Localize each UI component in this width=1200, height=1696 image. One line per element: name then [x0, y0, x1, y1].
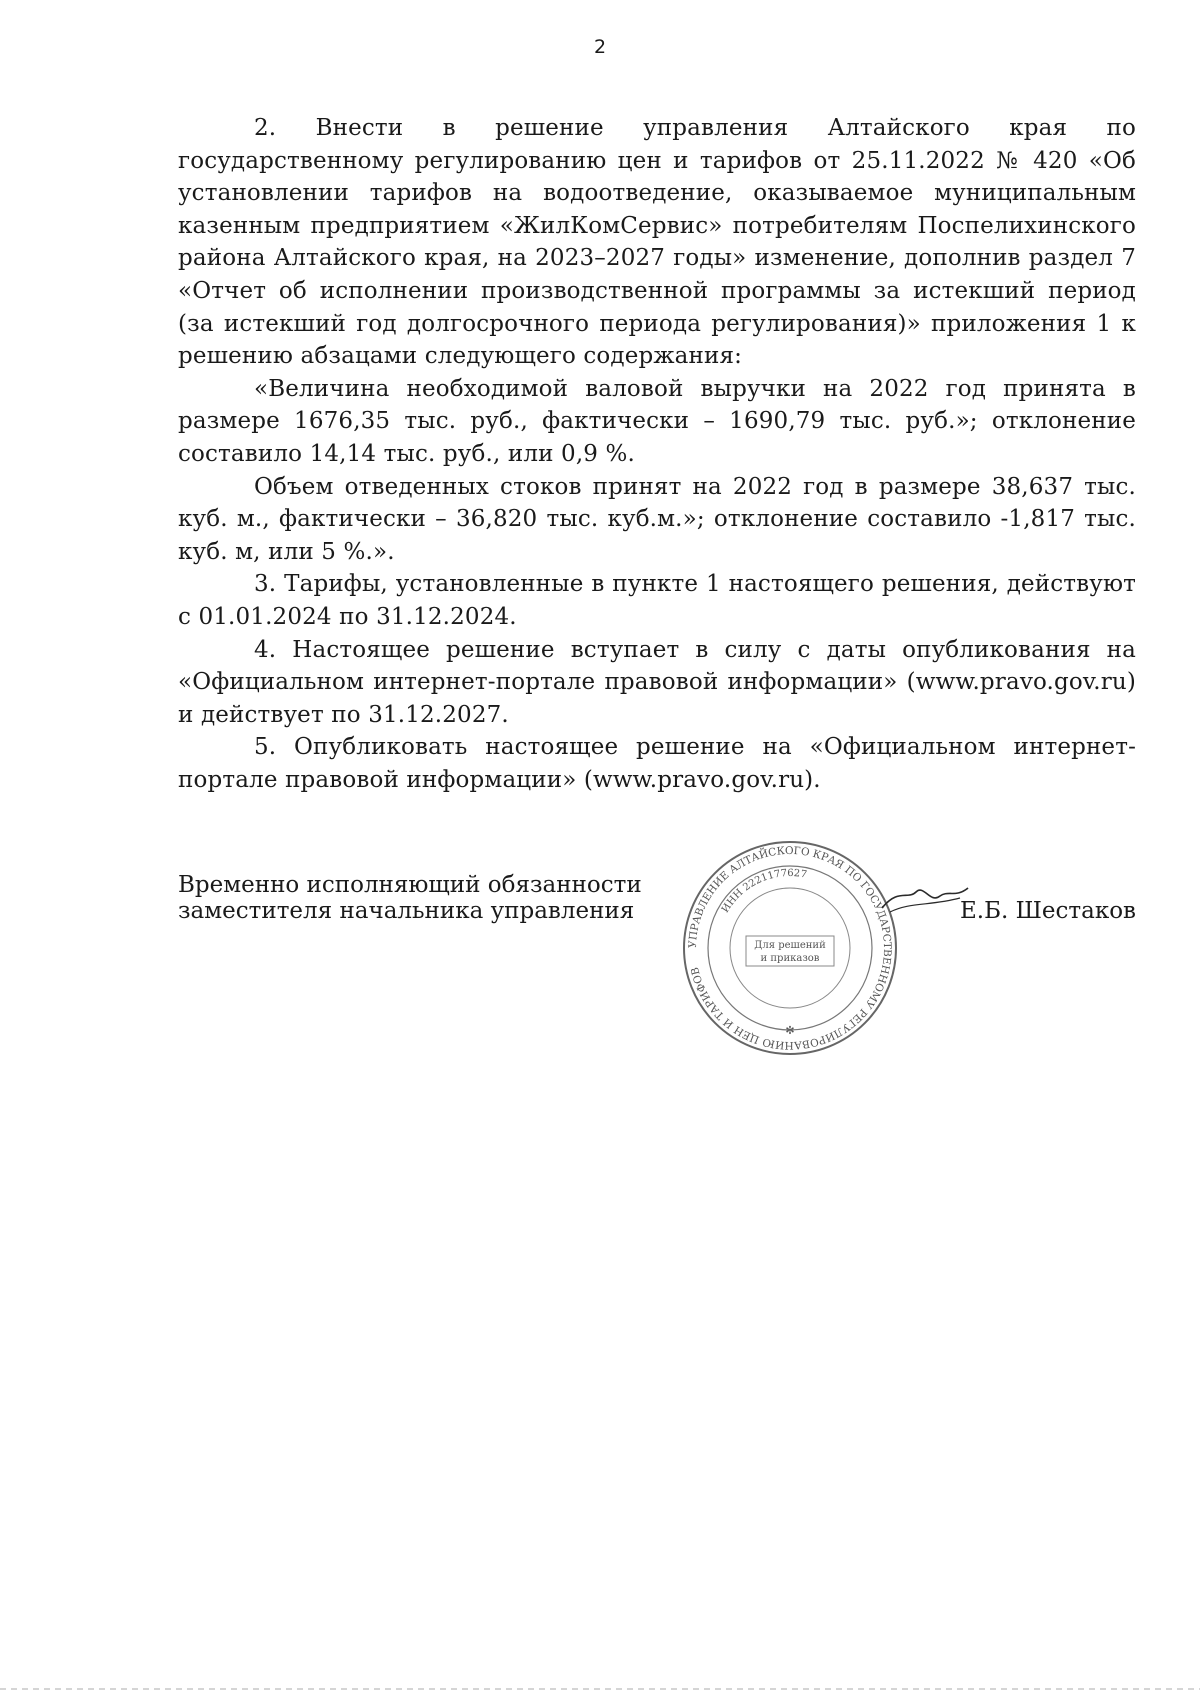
- paragraph-item-4: 4. Настоящее решение вступает в силу с даты опубликования на «Официальном интернет-портале правовой информации» (www.pravo.gov.ru) и действует по 31.12.2027.: [178, 636, 1136, 728]
- signatory-position: [178, 872, 642, 924]
- signatory-position-line-2: заместителя начальника управления: [178, 898, 635, 924]
- signatory-name: Е.Б. Шестаков: [960, 898, 1136, 924]
- quoted-volume-paragraph: Объем отведенных стоков принят на 2022 год в размере 38,637 тыс. куб. м., фактически – 36,820 тыс. куб.м.»; отклонение составило -1,817 тыс. куб. м, или 5 %.».: [178, 473, 1136, 565]
- official-seal: [680, 838, 900, 1058]
- seal-center-line-1: Для решений: [754, 940, 826, 951]
- seal-star-icon: ✻: [785, 1024, 795, 1037]
- document-body: [178, 112, 1136, 796]
- seal-outer-text-path: УПРАВЛЕНИЕ АЛТАЙСКОГО КРАЯ ПО ГОСУДАРСТВЕННОМУ РЕГУЛИРОВАНИЮ ЦЕН И ТАРИФОВ: [686, 844, 894, 1052]
- signatory-position-line-1: Временно исполняющий обязанности: [178, 872, 642, 898]
- paragraph-item-3: 3. Тарифы, установленные в пункте 1 настоящего решения, действуют с 01.01.2024 по 31.12.2024.: [178, 571, 1136, 630]
- seal-inn-text-path: ИНН 2221177627: [720, 867, 808, 915]
- handwritten-signature: [880, 878, 970, 918]
- scan-bottom-edge: [0, 1688, 1200, 1690]
- page-number: 2: [593, 36, 607, 58]
- seal-center-line-2: и приказов: [760, 953, 820, 964]
- paragraph-item-2: 2. Внести в решение управления Алтайского края по государственному регулированию цен и тарифов от 25.11.2022 № 420 «Об установлении тарифов на водоотведение, оказываемое муниципальным казенным предприятием «ЖилКомСервис» потребителям Поспелихинского района Алтайского края, на 2023–2027 годы» изменение, дополнив раздел 7 «Отчет об исполнении производственной программы за истекший период (за истекший год долгосрочного периода регулирования)» приложения 1 к решению абзацами следующего содержания:: [178, 115, 1136, 370]
- paragraph-item-5: 5. Опубликовать настоящее решение на «Официальном интернет-портале правовой информации» (www.pravo.gov.ru).: [178, 734, 1136, 793]
- quoted-revenue-paragraph: «Величина необходимой валовой выручки на 2022 год принята в размере 1676,35 тыс. руб., фактически – 1690,79 тыс. руб.»; отклонение составило 14,14 тыс. руб., или 0,9 %.: [178, 375, 1136, 467]
